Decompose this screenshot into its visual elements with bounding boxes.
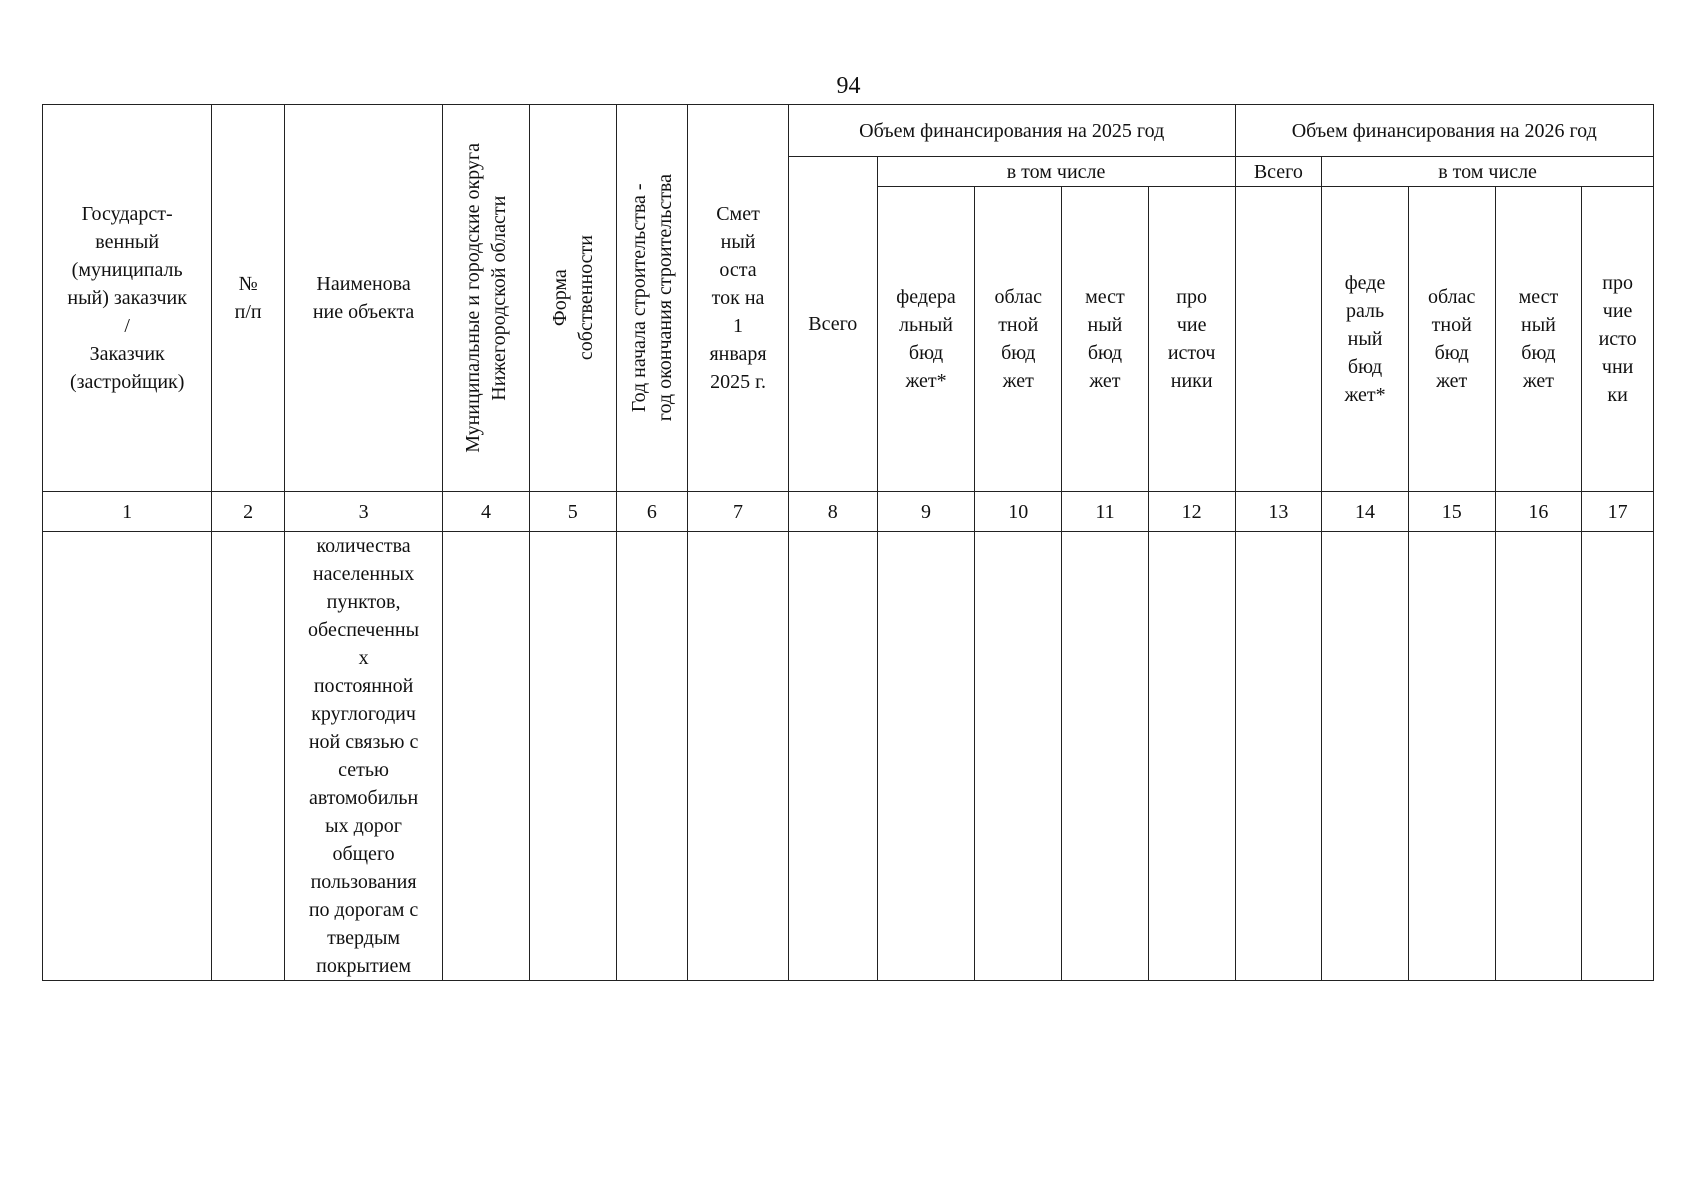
cell-total-2026 <box>1235 532 1322 981</box>
financing-table <box>42 104 1654 981</box>
header-funding-2026: Объем финансирования на 2026 год <box>1235 105 1654 157</box>
column-number-row <box>43 492 1654 532</box>
column-number: 17 <box>1582 492 1654 532</box>
column-number: 16 <box>1495 492 1582 532</box>
header-row-1 <box>43 105 1654 157</box>
column-number: 4 <box>443 492 530 532</box>
cell-years <box>616 532 688 981</box>
header-object-name: Наименова ние объекта <box>284 105 442 492</box>
cell-ownership <box>529 532 616 981</box>
column-number: 12 <box>1148 492 1235 532</box>
cell-federal-2025 <box>877 532 975 981</box>
header-federal-2025: федера льный бюд жет* <box>877 187 975 492</box>
header-total-2025: Всего <box>788 157 877 492</box>
header-regional-2025: облас тной бюд жет <box>975 187 1062 492</box>
cell-number <box>212 532 285 981</box>
column-number: 1 <box>43 492 212 532</box>
column-number: 14 <box>1322 492 1409 532</box>
header-ownership: Форма собственности <box>529 105 616 492</box>
header-including-2026: в том числе <box>1322 157 1654 187</box>
header-regional-2026: облас тной бюд жет <box>1408 187 1495 492</box>
header-funding-2025: Объем финансирования на 2025 год <box>788 105 1235 157</box>
cell-object-name: количества населенных пунктов, обеспеченны х постоянной круглогодич ной связью с сетью автомобильн ых дорог общего пользования по дорогам с твердым покрытием <box>284 532 442 981</box>
column-number: 15 <box>1408 492 1495 532</box>
cell-federal-2026 <box>1322 532 1409 981</box>
column-number: 11 <box>1062 492 1149 532</box>
table-row <box>43 532 1654 981</box>
cell-municipal <box>443 532 530 981</box>
header-years: Год начала строительства - год окончания строительства <box>616 105 688 492</box>
header-total-2026: Всего <box>1235 157 1322 187</box>
cell-other-2025 <box>1148 532 1235 981</box>
column-number: 13 <box>1235 492 1322 532</box>
cell-local-2025 <box>1062 532 1149 981</box>
header-other-2025: про чие источ ники <box>1148 187 1235 492</box>
cell-customer <box>43 532 212 981</box>
header-including-2025: в том числе <box>877 157 1235 187</box>
column-number: 10 <box>975 492 1062 532</box>
cell-local-2026 <box>1495 532 1582 981</box>
cell-estimated-balance <box>688 532 789 981</box>
column-number: 9 <box>877 492 975 532</box>
cell-regional-2025 <box>975 532 1062 981</box>
header-estimated-balance: Смет ный оста ток на 1 января 2025 г. <box>688 105 789 492</box>
header-federal-2026: феде раль ный бюд жет* <box>1322 187 1409 492</box>
column-number: 3 <box>284 492 442 532</box>
column-number: 2 <box>212 492 285 532</box>
header-other-2026: про чие исто чни ки <box>1582 187 1654 492</box>
header-local-2025: мест ный бюд жет <box>1062 187 1149 492</box>
column-number: 7 <box>688 492 789 532</box>
page-number: 94 <box>836 73 861 99</box>
column-number: 6 <box>616 492 688 532</box>
cell-regional-2026 <box>1408 532 1495 981</box>
header-local-2026: мест ный бюд жет <box>1495 187 1582 492</box>
header-municipal: Муниципальные и городские округа Нижегородской области <box>443 105 530 492</box>
column-number: 8 <box>788 492 877 532</box>
cell-other-2026 <box>1582 532 1654 981</box>
cell-total-2025 <box>788 532 877 981</box>
header-total-2026-empty <box>1235 187 1322 492</box>
column-number: 5 <box>529 492 616 532</box>
header-number: № п/п <box>212 105 285 492</box>
header-customer: Государст- венный (муниципаль ный) заказчик / Заказчик (застройщик) <box>43 105 212 492</box>
